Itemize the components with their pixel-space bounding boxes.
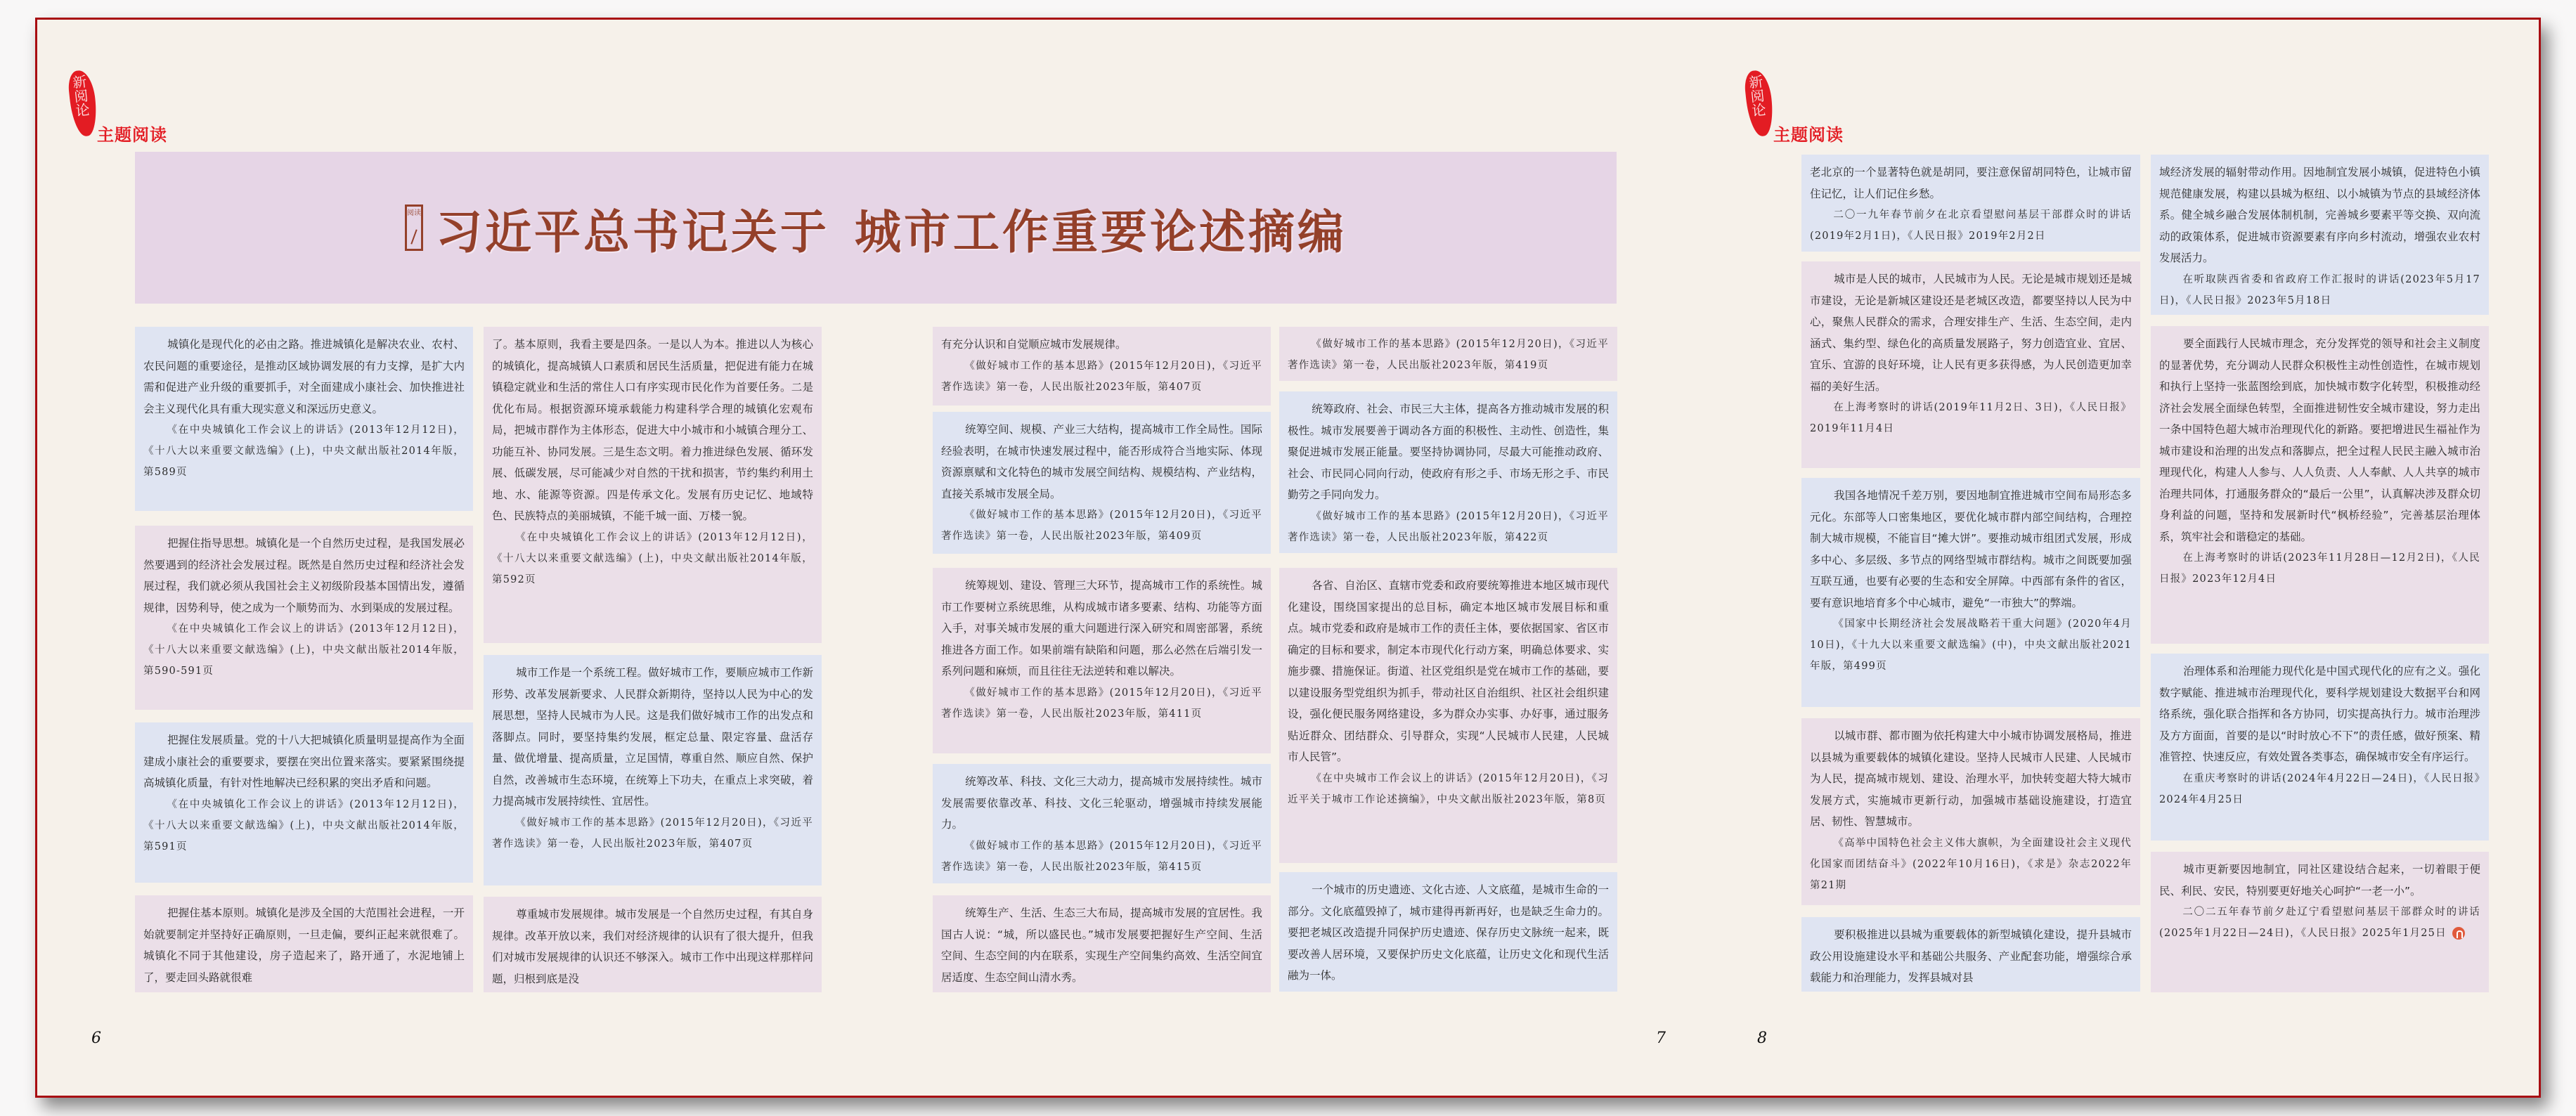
excerpt-box: 一个城市的历史遗迹、文化古迹、人文底蕴，是城市生命的一部分。文化底蕴毁掉了，城市建得再新再好，也是缺乏生命力的。要把老城区改造提升同保护历史遗迹、保存历史文脉统一起来，既要改善人居环境，又要保护历史文化底蕴，让历史文化和现代生活融为一体。 [1279, 872, 1617, 992]
excerpt-box: 了。基本原则，我看主要是四条。一是以人为本。推进以人为核心的城镇化，提高城镇人口素质和居民生活质量，把促进有能力在城镇稳定就业和生活的常住人口有序实现市民化作为首要任务。二是优化布局。根据资源环境承载能力构建科学合理的城镇化宏观布局，把城市群作为主体形态，促进大中小城市和小城镇合理分工、功能互补、协同发展。三是生态文明。着力推进绿色发展、循环发展、低碳发展，尽可能减少对自然的干扰和损害，节约集约利用土地、水、能源等资源。四是传承文化。发展有历史记忆、地域特色、民族特点的美丽城镇，不能千城一面、万楼一貌。 《在中央城镇化工作会议上的讲话》(2013年12月12日)，《十八大以来重要文献选编》(上)，中央文献出版社2014年版，第592页 [484, 327, 822, 643]
excerpt-box: 城市是人民的城市，人民城市为人民。无论是城市规划还是城市建设，无论是新城区建设还是老城区改造，都要坚持以人民为中心，聚焦人民群众的需求，合理安排生产、生活、生态空间，走内涵式、集约型、绿色化的高质量发展路子，努力创造宜业、宜居、宜乐、宜游的良好环境，让人民有更多获得感，为人民创造更加幸福的美好生活。 在上海考察时的讲话(2019年11月2日、3日)，《人民日报》2019年11月4日 [1801, 261, 2140, 468]
excerpt-box: 《做好城市工作的基本思路》(2015年12月20日)，《习近平著作选读》第一卷，人民出版社2023年版，第419页 [1279, 327, 1617, 381]
excerpt-box: 统筹改革、科技、文化三大动力，提高城市发展持续性。城市发展需要依靠改革、科技、文化三轮驱动，增强城市持续发展能力。 《做好城市工作的基本思路》(2015年12月20日)，《习近平著作选读》第一卷，人民出版社2023年版，第415页 [933, 764, 1271, 883]
excerpt-box: 把握住发展质量。党的十八大把城镇化质量明显提高作为全面建成小康社会的重要要求，要摆在突出位置来落实。要紧紧围绕提高城镇化质量，有针对性地解决已经积累的突出矛盾和问题。 《在中央城镇化工作会议上的讲话》(2013年12月12日)，《十八大以来重要文献选编》(上)，中央文献出版社2014年版，第591页 [135, 722, 473, 883]
section-logo [69, 70, 176, 145]
excerpt-box: 城市工作是一个系统工程。做好城市工作，要顺应城市工作新形势、改革发展新要求、人民群众新期待，坚持以人民为中心的发展思想，坚持人民城市为人民。这是我们做好城市工作的出发点和落脚点。同时，要坚持集约发展，框定总量、限定容量、盘活存量、做优增量、提高质量，立足国情，尊重自然、顺应自然、保护自然，改善城市生态环境，在统筹上下功夫，在重点上求突破，着力提高城市发展持续性、宜居性。 《做好城市工作的基本思路》(2015年12月20日)，《习近平著作选读》第一卷，人民出版社2023年版，第407页 [484, 655, 822, 885]
reading-badge-icon: 阅读 [405, 205, 423, 251]
excerpt-box: 统筹规划、建设、管理三大环节，提高城市工作的系统性。城市工作要树立系统思维，从构成城市诸多要素、结构、功能等方面入手，对事关城市发展的重大问题进行深入研究和周密部署，系统推进各方面工作。如果前端有缺陷和问题，那么必然在后端引发一系列问题和麻烦，而且往往无法逆转和难以解决。 《做好城市工作的基本思路》(2015年12月20日)，《习近平著作选读》第一卷，人民出版社2023年版，第411页 [933, 568, 1271, 753]
excerpt-box: 要全面践行人民城市理念，充分发挥党的领导和社会主义制度的显著优势，充分调动人民群众积极性主动性创造性，在城市规划和执行上坚持一张蓝图绘到底，加快城市数字化转型，积极推动经济社会发展全面绿色转型，全面推进韧性安全城市建设，努力走出一条中国特色超大城市治理现代化的新路。要把增进民生福祉作为城市建设和治理的出发点和落脚点，把全过程人民民主融入城市治理现代化，构建人人参与、人人负责、人人奉献、人人共享的城市治理共同体，打通服务群众的“最后一公里”，认真解决涉及群众切身利益的问题，坚持和发展新时代“枫桥经验”，完善基层治理体系，筑牢社会和谐稳定的基础。 在上海考察时的讲话(2023年11月28日—12月2日)，《人民日报》2023年12月4日 [2151, 326, 2489, 644]
end-mark-icon [2452, 927, 2465, 940]
excerpt-box: 统筹生产、生活、生态三大布局，提高城市发展的宜居性。我国古人说：“城，所以盛民也。”城市发展要把握好生产空间、生活空间、生态空间的内在联系，实现生产空间集约高效、生活空间宜居适度、生态空间山清水秀。 [933, 895, 1271, 992]
excerpt-box: 统筹政府、社会、市民三大主体，提高各方推动城市发展的积极性。城市发展要善于调动各方面的积极性、主动性、创造性，集聚促进城市发展正能量。要坚持协调协同，尽最大可能推动政府、社会、市民同心同向行动，使政府有形之手、市场无形之手、市民勤劳之手同向发力。 《做好城市工作的基本思路》(2015年12月20日)，《习近平著作选读》第一卷，人民出版社2023年版，第422页 [1279, 391, 1617, 553]
excerpt-box: 治理体系和治理能力现代化是中国式现代化的应有之义。强化数字赋能、推进城市治理现代化，要科学规划建设大数据平台和网络系统，强化联合指挥和各方协同，切实提高执行力。城市治理涉及方方面面，首要的是以“时时放心不下”的责任感，做好预案、精准管控、快速反应，有效处置各类事态，确保城市安全有序运行。 在重庆考察时的讲话(2024年4月22日—24日)，《人民日报》2024年4月25日 [2151, 654, 2489, 841]
excerpt-box: 以城市群、都市圈为依托构建大中小城市协调发展格局，推进以县城为重要载体的城镇化建设。坚持人民城市人民建、人民城市为人民，提高城市规划、建设、治理水平，加快转变超大特大城市发展方式，实施城市更新行动，加强城市基础设施建设，打造宜居、韧性、智慧城市。 《高举中国特色社会主义伟大旗帜，为全面建设社会主义现代化国家而团结奋斗》(2022年10月16日)，《求是》杂志2022年第21期 [1801, 718, 2140, 905]
excerpt-box: 各省、自治区、直辖市党委和政府要统筹推进本地区城市现代化建设，围绕国家提出的总目标，确定本地区城市发展目标和重点。城市党委和政府是城市工作的责任主体，要依据国家、省区市确定的目标和要求，制定本市现代化行动方案，明确总体要求、实施步骤、措施保证。街道、社区党组织是党在城市工作的基础，要以建设服务型党组织为抓手，带动社区自治组织、社区社会组织建设，强化便民服务网络建设，多为群众办实事、办好事，通过服务贴近群众、团结群众、引导群众，实现“人民城市人民建，人民城市人民管”。 《在中央城市工作会议上的讲话》(2015年12月20日)，《习近平关于城市工作论述摘编》，中央文献出版社2023年版，第8页 [1279, 568, 1617, 863]
page-number: 6 [91, 1030, 101, 1047]
title-banner [135, 152, 1617, 304]
section-label: 主题阅读 [1773, 125, 1844, 145]
excerpt-box: 把握住指导思想。城镇化是一个自然历史过程，是我国发展必然要遇到的经济社会发展过程。既然是自然历史过程和经济社会发展过程，我们就必须从我国社会主义初级阶段基本国情出发，遵循规律，因势利导，使之成为一个顺势而为、水到渠成的发展过程。 《在中央城镇化工作会议上的讲话》(2013年12月12日)，《十八大以来重要文献选编》(上)，中央文献出版社2014年版，第590-591页 [135, 526, 473, 710]
excerpt-box: 老北京的一个显著特色就是胡同，要注意保留胡同特色，让城市留住记忆，让人们记住乡愁。 二〇一九年春节前夕在北京看望慰问基层干部群众时的讲话(2019年2月1日)，《人民日报》2019年2月2日 [1801, 155, 2140, 252]
logo-ink-blot-icon: 新阅论 [1743, 69, 1775, 137]
excerpt-box: 我国各地情况千差万别，要因地制宜推进城市空间布局形态多元化。东部等人口密集地区，要优化城市群内部空间结构，合理控制大城市规模，不能盲目“摊大饼”。要推动城市组团式发展，形成多中心、多层级、多节点的网络型城市群结构。城市之间既要加强互联互通，也要有必要的生态和安全屏障。中西部有条件的省区，要有意识地培育多个中心城市，避免“一市独大”的弊端。 《国家中长期经济社会发展战略若干重大问题》(2020年4月10日)，《十九大以来重要文献选编》(中)，中央文献出版社2021年版，第499页 [1801, 478, 2140, 707]
excerpt-box: 尊重城市发展规律。城市发展是一个自然历史过程，有其自身规律。改革开放以来，我们对经济规律的认识有了很大提升，但我们对城市发展规律的认识还不够深入。城市工作中出现这样那样问题，归根到底是没 [484, 897, 822, 992]
section-label: 主题阅读 [97, 125, 167, 145]
page-number: 8 [1757, 1030, 1767, 1047]
final-citation: 二〇二五年春节前夕赴辽宁看望慰问基层干部群众时的讲话(2025年1月22日—24日)，《人民日报》2025年1月25日 [2159, 907, 2480, 939]
page-title: 习近平总书记关于 城市工作重要论述摘编 [436, 205, 1347, 259]
logo-ink-blot-icon: 新阅论 [67, 69, 99, 137]
page-number: 7 [1656, 1030, 1666, 1047]
excerpt-box: 统筹空间、规模、产业三大结构，提高城市工作全局性。国际经验表明，在城市快速发展过程中，能否形成符合当地实际、体现资源禀赋和文化特色的城市发展空间结构、规模结构、产业结构，直接关系城市发展全局。 《做好城市工作的基本思路》(2015年12月20日)，《习近平著作选读》第一卷，人民出版社2023年版，第409页 [933, 412, 1271, 554]
excerpt-box: 要积极推进以县城为重要载体的新型城镇化建设，提升县城市政公用设施建设水平和基础公共服务、产业配套功能，增强综合承载能力和治理能力，发挥县城对县 [1801, 917, 2140, 992]
excerpt-box: 域经济发展的辐射带动作用。因地制宜发展小城镇，促进特色小镇规范健康发展，构建以县城为枢纽、以小城镇为节点的县域经济体系。健全城乡融合发展体制机制，完善城乡要素平等交换、双向流动的政策体系，促进城市资源要素有序向乡村流动，增强农业农村发展活力。 在听取陕西省委和省政府工作汇报时的讲话(2023年5月17日)，《人民日报》2023年5月18日 [2151, 155, 2489, 315]
section-logo-right [1745, 70, 1852, 145]
excerpt-box: 城市更新要因地制宜，同社区建设结合起来，一切着眼于便民、利民、安民，特别要更好地关心呵护“一老一小”。 二〇二五年春节前夕赴辽宁看望慰问基层干部群众时的讲话(2025年1月22日—24日)，《人民日报》2025年1月25日 [2151, 852, 2489, 992]
excerpt-box: 有充分认识和自觉顺应城市发展规律。 《做好城市工作的基本思路》(2015年12月20日)，《习近平著作选读》第一卷，人民出版社2023年版，第407页 [933, 327, 1271, 405]
excerpt-box: 把握住基本原则。城镇化是涉及全国的大范围社会进程，一开始就要制定并坚持好正确原则，一旦走偏，要纠正起来就很难了。城镇化不同于其他建设，房子造起来了，路开通了，水泥地铺上了，要走回头路就很难 [135, 895, 473, 992]
excerpt-box: 城镇化是现代化的必由之路。推进城镇化是解决农业、农村、农民问题的重要途径，是推动区域协调发展的有力支撑，是扩大内需和促进产业升级的重要抓手，对全面建成小康社会、加快推进社会主义现代化具有重大现实意义和深远历史意义。 《在中央城镇化工作会议上的讲话》(2013年12月12日)，《十八大以来重要文献选编》(上)，中央文献出版社2014年版，第589页 [135, 327, 473, 511]
